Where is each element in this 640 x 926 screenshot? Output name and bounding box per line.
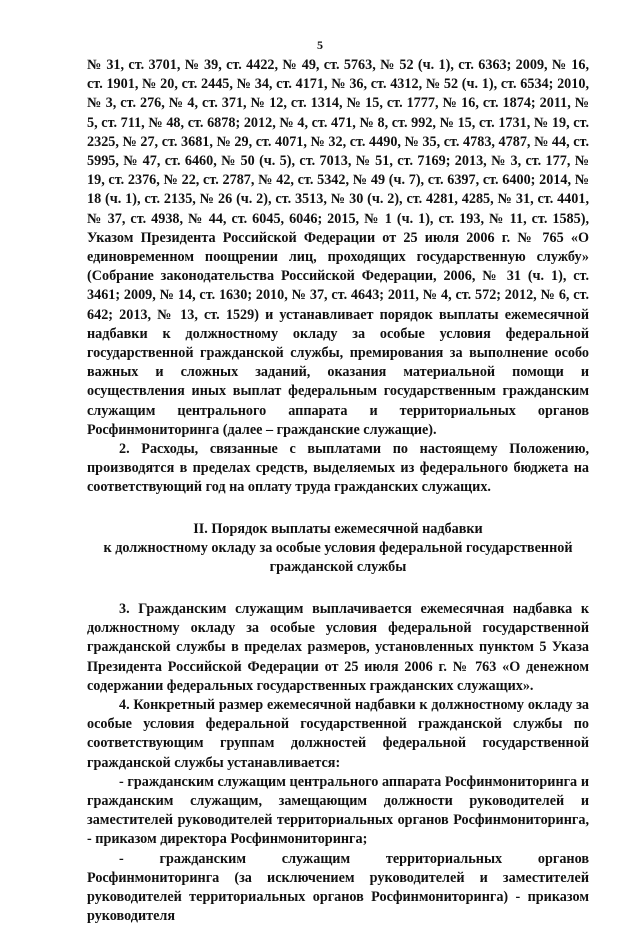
document-body <box>87 56 589 926</box>
paragraph-2-expenses: 2. Расходы, связанные с выплатами по настоящему Положению, производятся в пределах средств, выделяемых из федерального бюджета на соответствующий год на оплату труда гражданских служащих. <box>87 441 589 496</box>
section-heading-line-1: II. Порядок выплаты ежемесячной надбавки <box>193 520 483 537</box>
paragraph-3-allowance: 3. Гражданским служащим выплачивается ежемесячная надбавка к должностному окладу за особые условия федеральной государственной гражданской службы в пределах размеров, установленных пунктом 5 Указа Президента Российской Федерации от 25 июля 2006 г. № 763 «О денежном содержании федеральных государственных гражданских служащих». <box>87 600 589 694</box>
list-item-territorial-bodies: - гражданским служащим территориальных органов Росфинмониторинга (за исключением руководителей и заместителей руководителей территориальных органов Росфинмониторинга) - приказом руководителя <box>87 850 589 925</box>
section-heading-line-3: гражданской службы <box>269 559 407 576</box>
paragraph-legal-basis: № 31, ст. 3701, № 39, ст. 4422, № 49, ст. 5763, № 52 (ч. 1), ст. 6363; 2009, № 16, ст. 1901, № 20, ст. 2445, № 34, ст. 4171, № 36, ст. 4312, № 52 (ч. 1), ст. 6534; 2010, № 3, ст. 276, № 4, ст. 371, № 12, ст. 1314, № 15, ст. 1777, № 16, ст. 1874; 2011, № 5, ст. 711, № 48, ст. 6878; 2012, № 4, ст. 471, № 8, ст. 992, № 15, ст. 1731, № 19, ст. 2325, № 27, ст. 3681, № 29, ст. 4071, № 32, ст. 4490, № 35, ст. 4783, 4787, № 44, ст. 5995, № 47, ст. 6460, № 50 (ч. 5), ст. 7013, № 51, ст. 7169; 2013, № 3, ст. 177, № 19, ст. 2376, № 22, ст. 2787, № 42, ст. 5342, № 49 (ч. 7), ст. 6397, ст. 6400; 2014, № 18 (ч. 1), ст. 2135, № 26 (ч. 2), ст. 3513, № 30 (ч. 2), ст. 4281, 4285, № 31, ст. 4401, № 37, ст. 4938, № 44, ст. 6045, 6046; 2015, № 1 (ч. 1), ст. 193, № 11, ст. 1585), Указом Президента Российской Федерации от 25 июля 2006 г. № 765 «О единовременном поощрении лиц, проходящих государственную службу» (Собрание законодательства Российской Федерации, 2006, № 31 (ч. 1), ст. 3461; 2009, № 14, ст. 1630; 2010, № 37, ст. 4643; 2011, № 4, ст. 572; 2012, № 6, ст. 642; 2013, № 13, ст. 1529) и устанавливает порядок выплаты ежемесячной надбавки к должностному окладу за особые условия федеральной государственной гражданской службы, премирования за выполнение особо важных и сложных заданий, оказания материальной помощи и осуществления иных выплат федеральным государственным гражданским служащим центрального аппарата и территориальных органов Росфинмониторинга (далее – гражданские служащие). <box>87 57 589 438</box>
list-item-central-office: - гражданским служащим центрального аппарата Росфинмониторинга и гражданским служащим, замещающим должности руководителей и заместителей руководителей территориальных органов Росфинмониторинга, - приказом директора Росфинмониторинга; <box>87 773 589 848</box>
section-heading <box>87 520 589 578</box>
section-heading-line-2: к должностному окладу за особые условия федеральной государственной <box>103 540 573 557</box>
paragraph-4-amount: 4. Конкретный размер ежемесячной надбавки к должностному окладу за особые условия федеральной государственной гражданской службы по соответствующим группам должностей федеральной государственной гражданской службы устанавливается: <box>87 696 589 771</box>
page-number: 5 <box>317 38 323 52</box>
